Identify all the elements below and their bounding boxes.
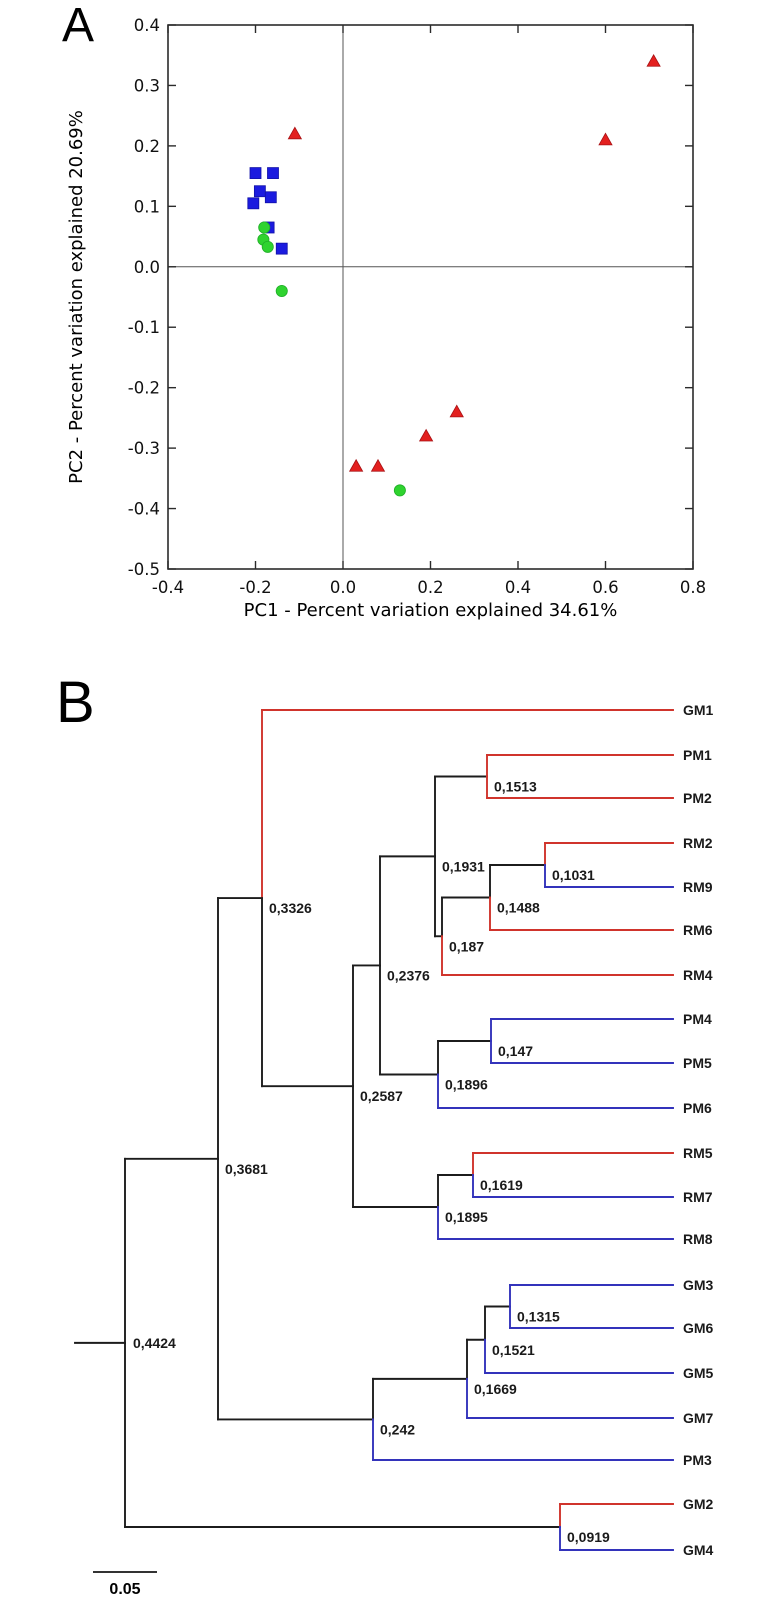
scatter-point-square [248, 198, 259, 209]
dendrogram-edges [75, 710, 673, 1550]
node-value-label: 0,1896 [445, 1076, 488, 1093]
leaf-label-RM2: RM2 [683, 835, 713, 851]
pca-scatter-svg [0, 0, 784, 640]
leaf-label-GM4: GM4 [683, 1542, 714, 1558]
scatter-point-triangle [450, 405, 463, 417]
y-tick-label: 0.1 [133, 197, 160, 217]
node-value-label: 0,3326 [269, 900, 312, 917]
node-value-label: 0,187 [449, 938, 485, 955]
leaf-label-RM7: RM7 [683, 1189, 713, 1205]
leaf-label-RM8: RM8 [683, 1231, 713, 1247]
leaf-label-GM1: GM1 [683, 702, 714, 718]
scale-bar-label: 0.05 [109, 1581, 141, 1598]
node-value-label: 0,1521 [492, 1341, 535, 1358]
y-tick-label: 0.4 [133, 16, 160, 35]
node-value-label: 0,1315 [517, 1308, 560, 1325]
scatter-point-triangle [350, 460, 363, 472]
leaf-label-GM2: GM2 [683, 1496, 714, 1512]
x-tick-label: 0.8 [679, 578, 707, 597]
scatter-point-circle [394, 485, 405, 496]
node-value-label: 0,1619 [480, 1177, 523, 1193]
node-value-label: 0,1513 [494, 778, 537, 795]
y-tick-label: -0.1 [127, 318, 160, 338]
node-value-label: 0,1031 [552, 867, 595, 883]
leaf-label-PM2: PM2 [683, 790, 712, 806]
node-value-label: 0,3681 [225, 1160, 268, 1177]
node-value-label: 0,0919 [567, 1529, 610, 1545]
y-tick-label: -0.5 [127, 560, 160, 579]
node-value-label: 0,1669 [474, 1380, 517, 1397]
leaf-label-PM3: PM3 [683, 1452, 712, 1468]
scatter-point-square [254, 186, 265, 197]
leaf-label-RM6: RM6 [683, 922, 713, 938]
axes-frame [168, 25, 693, 569]
scatter-point-square [276, 243, 287, 254]
leaf-label-GM6: GM6 [683, 1320, 714, 1336]
x-tick-label: -0.2 [239, 578, 272, 597]
axis-titles [66, 110, 617, 621]
leaf-label-PM4: PM4 [683, 1011, 712, 1027]
scale-bar [93, 1572, 157, 1598]
leaf-label-GM5: GM5 [683, 1365, 714, 1381]
node-value-label: 0,147 [498, 1043, 534, 1059]
scatter-point-triangle [599, 133, 612, 145]
node-value-label: 0,242 [380, 1421, 416, 1438]
node-value-label: 0,1488 [497, 899, 540, 916]
leaf-label-RM4: RM4 [683, 967, 713, 983]
zero-lines [168, 25, 693, 569]
node-value-label: 0,1931 [442, 858, 485, 875]
x-tick-label: 0.4 [504, 578, 532, 597]
leaf-label-GM3: GM3 [683, 1277, 714, 1293]
scatter-point-circle [276, 285, 287, 296]
scatter-point-square [265, 192, 276, 203]
scatter-point-triangle [647, 55, 660, 67]
node-value-label: 0,2376 [387, 967, 430, 984]
x-tick-label: 0.0 [329, 578, 357, 597]
series-red-triangles [288, 55, 660, 471]
scatter-point-square [268, 168, 279, 179]
y-tick-label: -0.3 [127, 439, 160, 459]
plot-frame [168, 25, 693, 569]
y-tick-label: -0.2 [127, 378, 160, 398]
x-axis-label: PC1 - Percent variation explained 34.61% [243, 600, 618, 621]
dendrogram-svg [0, 640, 784, 1599]
node-value-label: 0,2587 [360, 1088, 403, 1105]
series-green-circles [258, 222, 406, 496]
leaf-label-GM7: GM7 [683, 1410, 714, 1426]
leaf-label-RM9: RM9 [683, 879, 713, 895]
scatter-point-circle [262, 241, 273, 252]
y-tick-label: 0.0 [133, 257, 160, 277]
panel-b-letter: B [56, 670, 95, 735]
scatter-point-triangle [420, 430, 433, 442]
leaf-label-PM1: PM1 [683, 747, 712, 763]
panel-a-letter: A [62, 0, 95, 52]
axis-ticks [168, 25, 693, 569]
x-tick-label: 0.6 [592, 578, 619, 597]
scatter-point-triangle [288, 127, 301, 139]
x-tick-label: -0.4 [151, 578, 185, 597]
y-tick-label: -0.4 [127, 499, 160, 519]
y-tick-label: 0.3 [133, 76, 160, 96]
scatter-point-circle [259, 222, 270, 233]
x-tick-label: 0.2 [417, 578, 444, 597]
tick-labels [128, 16, 706, 597]
leaf-label-PM6: PM6 [683, 1100, 712, 1116]
scatter-points [248, 55, 660, 496]
node-value-label: 0,1895 [445, 1209, 488, 1225]
y-axis-label: PC2 - Percent variation explained 20.69% [66, 110, 87, 484]
node-value-label-root: 0,4424 [133, 1334, 176, 1351]
dendrogram-labels [133, 702, 714, 1558]
scatter-point-triangle [372, 460, 385, 472]
y-tick-label: 0.2 [133, 136, 160, 156]
leaf-label-PM5: PM5 [683, 1055, 712, 1071]
scatter-point-square [250, 168, 261, 179]
leaf-label-RM5: RM5 [683, 1145, 713, 1161]
